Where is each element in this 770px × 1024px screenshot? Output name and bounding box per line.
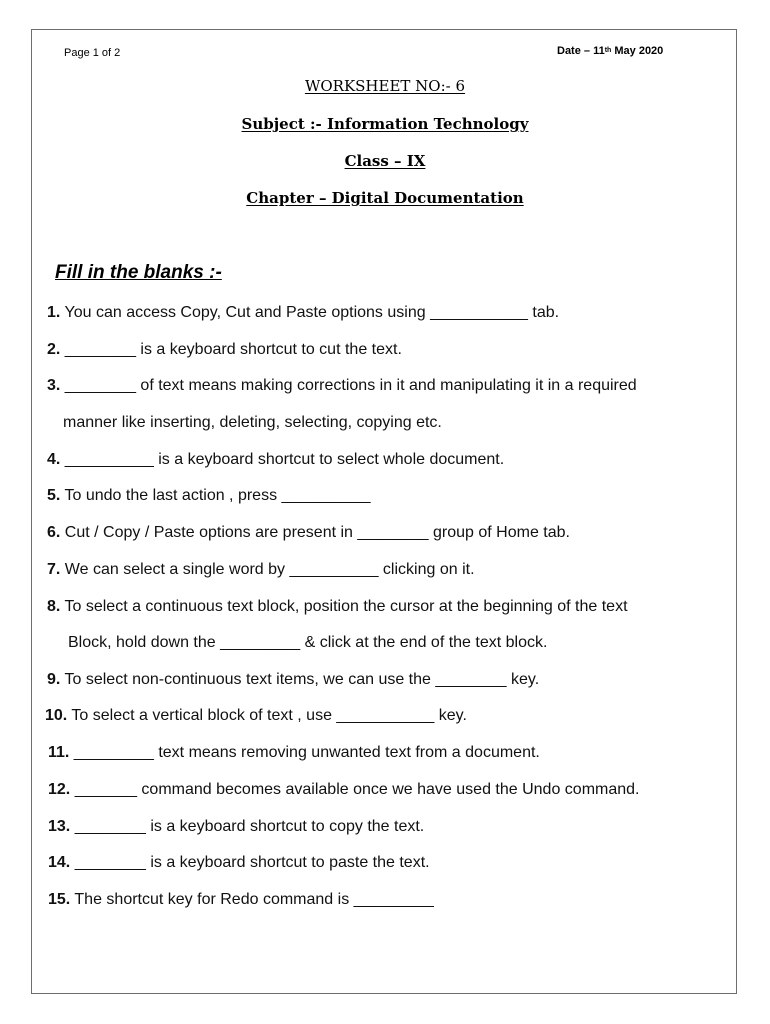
worksheet-title: WORKSHEET NO:- 6 (304, 77, 466, 95)
class-title: Class – IX (344, 152, 426, 170)
question-13: 13. ________ is a keyboard shortcut to copy the text. (48, 818, 425, 835)
question-15: 15. The shortcut key for Redo command is _________ (48, 891, 434, 908)
page-border (31, 29, 737, 994)
question-5: 5. To undo the last action , press __________ (47, 487, 371, 504)
question-7: 7. We can select a single word by __________ clicking on it. (47, 561, 475, 578)
section-heading: Fill in the blanks :- (55, 262, 222, 283)
question-12: 12. _______ command becomes available once we have used the Undo command. (48, 781, 640, 798)
worksheet-date (557, 45, 663, 57)
subject-title: Subject :- Information Technology (241, 115, 529, 133)
question-9: 9. To select non-continuous text items, we can use the ________ key. (47, 671, 540, 688)
question-6: 6. Cut / Copy / Paste options are present in ________ group of Home tab. (47, 524, 570, 541)
question-4: 4. __________ is a keyboard shortcut to select whole document. (47, 451, 505, 468)
question-8: 8. To select a continuous text block, position the cursor at the beginning of the text (47, 598, 628, 615)
question-1: 1. You can access Copy, Cut and Paste options using ___________ tab. (47, 304, 560, 321)
question-10: 10. To select a vertical block of text , use ___________ key. (45, 707, 467, 724)
question-14: 14. ________ is a keyboard shortcut to paste the text. (48, 854, 430, 871)
date-month-year: May 2020 (611, 45, 664, 57)
page-number: Page 1 of 2 (64, 47, 121, 59)
question-8-continued: Block, hold down the _________ & click at the end of the text block. (68, 634, 548, 651)
date-day: Date – 11 (557, 45, 605, 57)
question-3: 3. ________ of text means making corrections in it and manipulating it in a required (47, 377, 637, 394)
date-ordinal: th (604, 47, 612, 54)
question-2: 2. ________ is a keyboard shortcut to cut the text. (47, 341, 402, 358)
question-3-continued: manner like inserting, deleting, selecting, copying etc. (63, 414, 442, 431)
question-11: 11. _________ text means removing unwanted text from a document. (48, 744, 540, 761)
chapter-title: Chapter – Digital Documentation (246, 189, 524, 207)
